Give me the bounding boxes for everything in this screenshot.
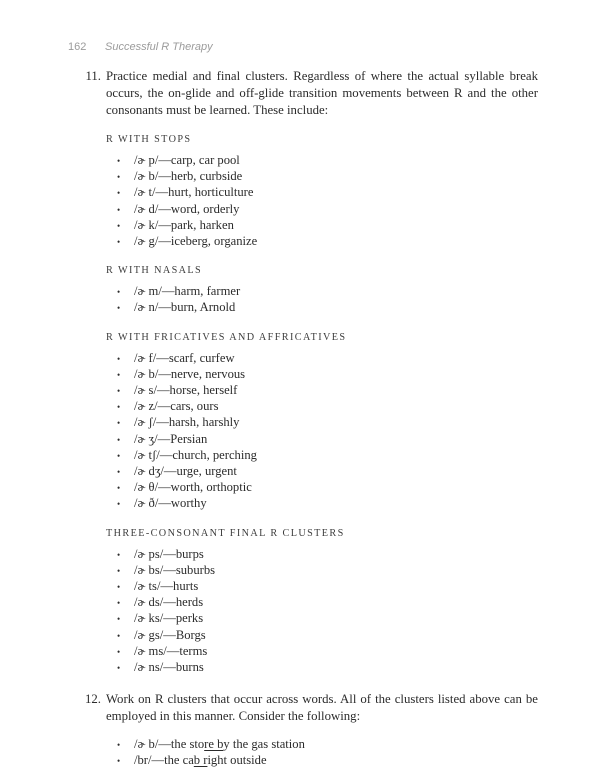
list-item — [106, 169, 538, 185]
list-item — [106, 753, 538, 769]
list-item — [106, 579, 538, 595]
bullet-text: /ɚ θ/—worth, orthoptic — [134, 480, 252, 495]
bullet-text: /ɚ gs/—Borgs — [134, 627, 206, 642]
item-content — [106, 691, 538, 769]
bullet-icon: • — [117, 499, 121, 510]
bullet-icon: • — [117, 220, 121, 231]
list-item — [106, 448, 538, 464]
bullet-text: /ɚ dʒ/—urge, urgent — [134, 464, 237, 479]
list-item — [106, 218, 538, 234]
bullet-text-post: y the gas station — [223, 737, 305, 752]
bullet-icon: • — [117, 740, 121, 751]
item-content — [106, 68, 538, 676]
bullet-text: /ɚ ʒ/—Persian — [134, 431, 208, 446]
section-r-with-stops — [106, 131, 538, 250]
bullet-icon: • — [117, 434, 121, 445]
bullet-text: /ɚ b/—herb, curbside — [134, 169, 243, 184]
item-paragraph: Practice medial and final clusters. Regardless of where the actual syllable break occurs, the on-glide and off-glide transition movements between R and the other consonants must be learned. These include: — [106, 69, 538, 117]
list-item — [106, 351, 538, 367]
list-item — [106, 185, 538, 201]
bullet-icon: • — [117, 402, 121, 413]
bullet-text: /ɚ ps/—burps — [134, 546, 204, 561]
bullet-icon: • — [117, 756, 121, 767]
bullet-text: /ɚ p/—carp, car pool — [134, 153, 240, 167]
numbered-item-11 — [68, 68, 538, 676]
bullet-text: /ɚ m/—harm, farmer — [134, 284, 241, 299]
list-item — [106, 383, 538, 399]
bullet-text-pre: /ɚ b/—the sto — [134, 737, 205, 752]
bullet-icon: • — [117, 483, 121, 494]
page-number: 162 — [68, 41, 87, 53]
item-paragraph: Work on R clusters that occur across words. All of the clusters listed above can be employed in this manner. Consider the following: — [106, 692, 538, 724]
list-item — [106, 595, 538, 611]
item-number: 11. — [85, 69, 101, 83]
bullet-text: /ɚ k/—park, harken — [134, 217, 234, 232]
list-item — [106, 563, 538, 579]
bullet-icon: • — [117, 369, 121, 380]
bullet-icon: • — [117, 614, 121, 625]
bullet-icon: • — [117, 598, 121, 609]
item-number: 12. — [85, 692, 101, 707]
section-heading: R WITH FRICATIVES AND AFFRICATIVES — [106, 331, 347, 343]
bullet-text: /ɚ ks/—perks — [134, 611, 204, 626]
bullet-text: /ɚ d/—word, orderly — [134, 201, 240, 216]
list-item — [106, 660, 538, 676]
list-item — [106, 284, 538, 300]
cross-word-examples — [106, 737, 538, 769]
list-item — [106, 464, 538, 480]
section-three-consonant-clusters — [106, 525, 538, 677]
list-item — [106, 611, 538, 627]
bullet-icon: • — [117, 549, 121, 560]
bullet-text: /ɚ bs/—suburbs — [134, 562, 216, 577]
bullet-text: /ɚ f/—scarf, curfew — [134, 350, 235, 365]
bullet-icon: • — [117, 204, 121, 215]
bullet-icon: • — [117, 630, 121, 641]
bullet-text: /ɚ tʃ/—church, perching — [134, 447, 257, 462]
bullet-icon: • — [117, 172, 121, 183]
bullet-text-underlined: re b — [204, 737, 224, 752]
bullet-text: /ɚ ʃ/—harsh, harshly — [134, 415, 240, 430]
list-item — [106, 547, 538, 563]
section-r-with-nasals — [106, 262, 538, 316]
bullet-icon: • — [117, 418, 121, 429]
bullet-icon: • — [117, 646, 121, 657]
bullet-text: /ɚ z/—cars, ours — [134, 399, 219, 414]
bullet-icon: • — [117, 188, 121, 199]
numbered-item-12 — [68, 691, 538, 769]
bullet-text — [134, 753, 267, 768]
bullet-text: /ɚ n/—burn, Arnold — [134, 300, 236, 315]
list-item — [106, 234, 538, 250]
list-item — [106, 480, 538, 496]
bullet-icon: • — [117, 237, 121, 248]
bullet-text: /ɚ ð/—worthy — [134, 496, 207, 511]
list-item — [106, 628, 538, 644]
bullet-icon: • — [117, 663, 121, 674]
bullet-text: /ɚ ds/—herds — [134, 595, 204, 610]
bullet-icon: • — [117, 287, 121, 298]
list-item — [106, 415, 538, 431]
bullet-text — [134, 737, 305, 752]
list-item — [106, 367, 538, 383]
bullet-text: /ɚ s/—horse, herself — [134, 383, 238, 398]
section-heading: R WITH STOPS — [106, 134, 192, 145]
bullet-text: /ɚ ms/—terms — [134, 643, 208, 658]
bullet-text: /ɚ ns/—burns — [134, 660, 204, 675]
bullet-text: /ɚ g/—iceberg, organize — [134, 234, 258, 249]
section-heading: R WITH NASALS — [106, 265, 203, 277]
section-heading: THREE-CONSONANT FINAL R CLUSTERS — [106, 527, 345, 539]
bullet-text-underlined: b r — [193, 753, 208, 768]
list-item — [106, 737, 538, 753]
bullet-text-post: ight outside — [207, 753, 267, 768]
list-item — [106, 644, 538, 660]
list-item — [106, 153, 538, 169]
bullet-icon: • — [117, 303, 121, 314]
bullet-icon: • — [117, 467, 121, 478]
running-header — [68, 41, 538, 53]
list-item — [106, 399, 538, 415]
bullet-icon: • — [117, 156, 121, 166]
bullet-icon: • — [117, 353, 121, 364]
list-item — [106, 432, 538, 448]
list-item — [106, 496, 538, 512]
bullet-text: /ɚ t/—hurt, horticulture — [134, 185, 254, 200]
bullet-text: /ɚ b/—nerve, nervous — [134, 366, 246, 381]
bullet-icon: • — [117, 565, 121, 576]
running-title: Successful R Therapy — [105, 41, 213, 53]
bullet-icon: • — [117, 386, 121, 397]
list-item — [106, 300, 538, 316]
section-r-with-fricatives — [106, 329, 538, 513]
bullet-icon: • — [117, 450, 121, 461]
list-item — [106, 202, 538, 218]
bullet-text-pre: /br/—the ca — [134, 753, 194, 768]
bullet-text: /ɚ ts/—hurts — [134, 579, 199, 594]
bullet-icon: • — [117, 582, 121, 593]
